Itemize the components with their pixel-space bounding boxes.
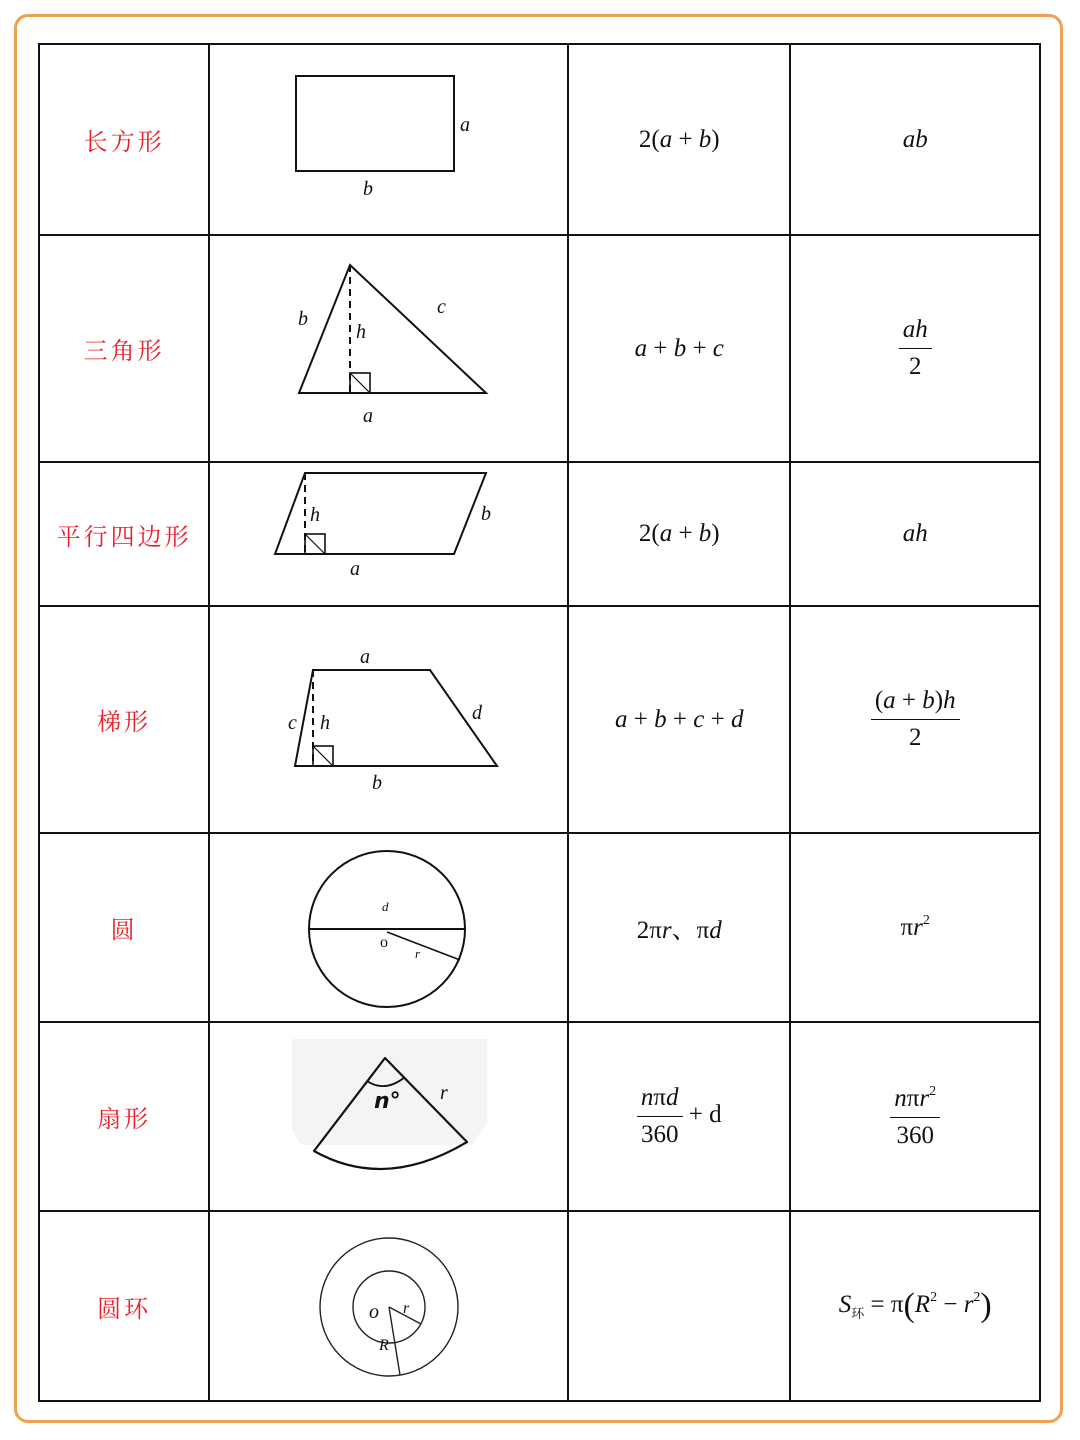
perimeter-formula: $\frac{\text{nπd}}{360}$ + d <box>637 1101 722 1128</box>
name-cell <box>39 606 209 833</box>
label-side: a <box>460 114 471 136</box>
table-row <box>39 235 1040 462</box>
perimeter-cell <box>568 1022 790 1211</box>
table-row <box>39 606 1040 833</box>
area-cell <box>790 606 1040 833</box>
label-center: o <box>369 1301 380 1323</box>
name-cell <box>39 462 209 606</box>
label-right: d <box>472 702 483 724</box>
figure-cell <box>209 1022 568 1211</box>
label-base: a <box>363 405 374 427</box>
figure-cell <box>209 1211 568 1401</box>
perimeter-cell <box>568 1211 790 1401</box>
triangle-shape <box>299 265 486 393</box>
name-cell <box>39 1211 209 1401</box>
right-angle-diagonal <box>313 746 333 766</box>
name-cell <box>39 833 209 1022</box>
label-side: b <box>481 503 492 525</box>
label-base: b <box>372 772 383 794</box>
perimeter-cell <box>568 462 790 606</box>
name-cell <box>39 1022 209 1211</box>
shape-name: 梯形 <box>97 708 152 736</box>
table-row <box>39 1211 1040 1401</box>
label-angle: n° <box>374 1089 401 1114</box>
shape-name: 三角形 <box>83 337 165 365</box>
label-top: a <box>360 646 371 668</box>
perimeter-formula: 2πr、πd <box>636 916 722 944</box>
perimeter-formula: a + b + c + d <box>615 705 744 733</box>
formula-table <box>38 43 1041 1402</box>
label-right: c <box>437 296 447 318</box>
table-row <box>39 462 1040 606</box>
perimeter-cell <box>568 44 790 235</box>
annulus-figure <box>210 1212 568 1400</box>
area-formula: $S_环 = \pi(R^2 - r^2)$ <box>838 1287 992 1324</box>
label-left: c <box>288 712 298 734</box>
label-left: b <box>298 308 309 330</box>
area-cell <box>790 1211 1040 1401</box>
table-row <box>39 44 1040 235</box>
area-fraction: $\frac{ah}{2}$ <box>899 316 932 381</box>
figure-cell <box>209 235 568 462</box>
label-radius: r <box>440 1082 449 1104</box>
parallelogram-figure <box>210 463 568 605</box>
name-cell <box>39 44 209 235</box>
figure-cell <box>209 606 568 833</box>
area-formula: ab <box>902 125 928 153</box>
shape-name: 长方形 <box>83 128 165 156</box>
area-fraction: $\frac{(a + b)h}{2}$ <box>871 687 960 752</box>
label-base: b <box>363 178 374 200</box>
area-fraction: $\frac{n\pi r^2}{360}$ <box>890 1084 940 1150</box>
outer-radius-line <box>389 1307 400 1375</box>
shape-name: 圆环 <box>97 1294 152 1323</box>
label-base: a <box>350 558 361 580</box>
figure-cell <box>209 462 568 606</box>
label-radius: r <box>415 946 421 961</box>
figure-cell <box>209 44 568 235</box>
perimeter-formula: 2(a + b) <box>638 125 720 153</box>
figure-cell <box>209 833 568 1022</box>
shape-name: 扇形 <box>97 1105 152 1133</box>
perimeter-formula: 2(a + b) <box>638 520 720 547</box>
perimeter-cell <box>568 235 790 462</box>
parallelogram-shape <box>275 473 486 554</box>
label-center: o <box>380 934 389 951</box>
area-cell <box>790 462 1040 606</box>
label-outer-radius: R <box>379 1337 390 1354</box>
area-cell <box>790 44 1040 235</box>
table-row <box>39 833 1040 1022</box>
area-cell <box>790 1022 1040 1211</box>
area-cell <box>790 833 1040 1022</box>
area-formula: $\pi r^2$ <box>900 913 930 941</box>
label-height: h <box>356 321 367 343</box>
perimeter-formula: a + b + c <box>634 334 724 362</box>
radius-line <box>387 932 460 960</box>
shape-name: 圆 <box>110 916 138 944</box>
rectangle-shape <box>296 76 454 171</box>
perimeter-cell <box>568 833 790 1022</box>
label-diameter: d <box>382 899 389 914</box>
right-angle-diagonal <box>305 534 325 554</box>
area-formula: ah <box>902 520 928 547</box>
trapezoid-figure <box>210 607 568 832</box>
label-inner-radius: r <box>403 1300 410 1317</box>
sector-figure <box>210 1023 568 1210</box>
perimeter-cell <box>568 606 790 833</box>
right-angle-diagonal <box>350 373 370 393</box>
triangle-figure <box>210 236 568 461</box>
label-height: h <box>320 712 331 734</box>
rectangle-figure <box>210 45 568 234</box>
circle-figure <box>210 834 568 1021</box>
table-row <box>39 1022 1040 1211</box>
area-cell <box>790 235 1040 462</box>
label-height: h <box>310 504 321 526</box>
name-cell <box>39 235 209 462</box>
shape-name: 平行四边形 <box>56 522 192 551</box>
